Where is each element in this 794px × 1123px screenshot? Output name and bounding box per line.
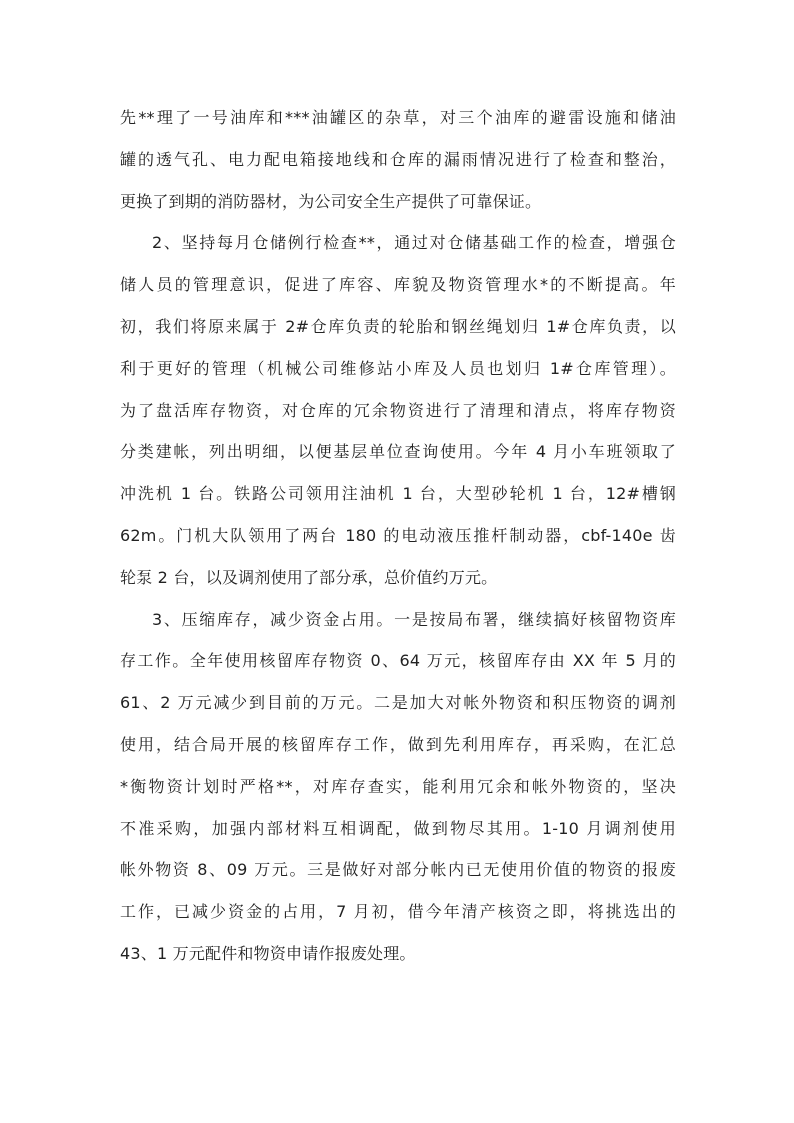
text-line: 帐外物资 8、09 万元。三是做好对部分帐内已无使用价值的物资的报废 [120, 860, 676, 880]
text-line: *衡物资计划时严格**，对库存查实，能利用冗余和帐外物资的，坚决 [120, 776, 676, 796]
text-line: 使用，结合局开展的核留库存工作，做到先利用库存，再采购，在汇总 [120, 735, 676, 754]
text-line: 分类建帐，列出明细，以便基层单位查询使用。今年 4 月小车班领取了 [120, 442, 676, 462]
text-line: 利于更好的管理（机械公司维修站小库及人员也划归 1#仓库管理）。 [120, 358, 676, 378]
text-line: 为了盘活库存物资，对仓库的冗余物资进行了清理和清点，将库存物资 [120, 400, 676, 420]
text-line: 61、2 万元减少到目前的万元。二是加大对帐外物资和积压物资的调剂 [120, 693, 676, 713]
text-line: 存工作。全年使用核留库存物资 0、64 万元，核留库存由 XX 年 5 月的 [120, 651, 676, 671]
text-line: 初，我们将原来属于 2#仓库负责的轮胎和钢丝绳划归 1#仓库负责，以 [120, 317, 676, 336]
text-line: 62m。门机大队领用了两台 180 的电动液压推杆制动器，cbf-140e 齿 [120, 526, 676, 545]
text-line: 罐的透气孔、电力配电箱接地线和仓库的漏雨情况进行了检查和整治， [120, 149, 676, 169]
text-line: 2、坚持每月仓储例行检查**，通过对仓储基础工作的检查，增强仓 [152, 233, 676, 253]
text-line: 轮泵 2 台，以及调剂使用了部分承，总价值约万元。 [120, 567, 498, 587]
text-line: 储人员的管理意识，促进了库容、库貌及物资管理水*的不断提高。年 [120, 275, 676, 295]
text-line: 43、1 万元配件和物资申请作报废处理。 [120, 944, 416, 963]
text-line: 工作，已减少资金的占用，7 月初，借今年清产核资之即，将挑选出的 [120, 902, 676, 922]
text-line: 先**理了一号油库和***油罐区的杂草，对三个油库的避雷设施和储油 [120, 108, 676, 127]
text-line: 冲洗机 1 台。铁路公司领用注油机 1 台，大型砂轮机 1 台，12#槽钢 [120, 484, 676, 504]
text-line: 3、压缩库存，减少资金占用。一是按局布署，继续搞好核留物资库 [152, 609, 676, 629]
text-line: 更换了到期的消防器材，为公司安全生产提供了可靠保证。 [120, 191, 542, 211]
text-line: 不准采购，加强内部材料互相调配，做到物尽其用。1-10 月调剂使用 [120, 818, 676, 838]
